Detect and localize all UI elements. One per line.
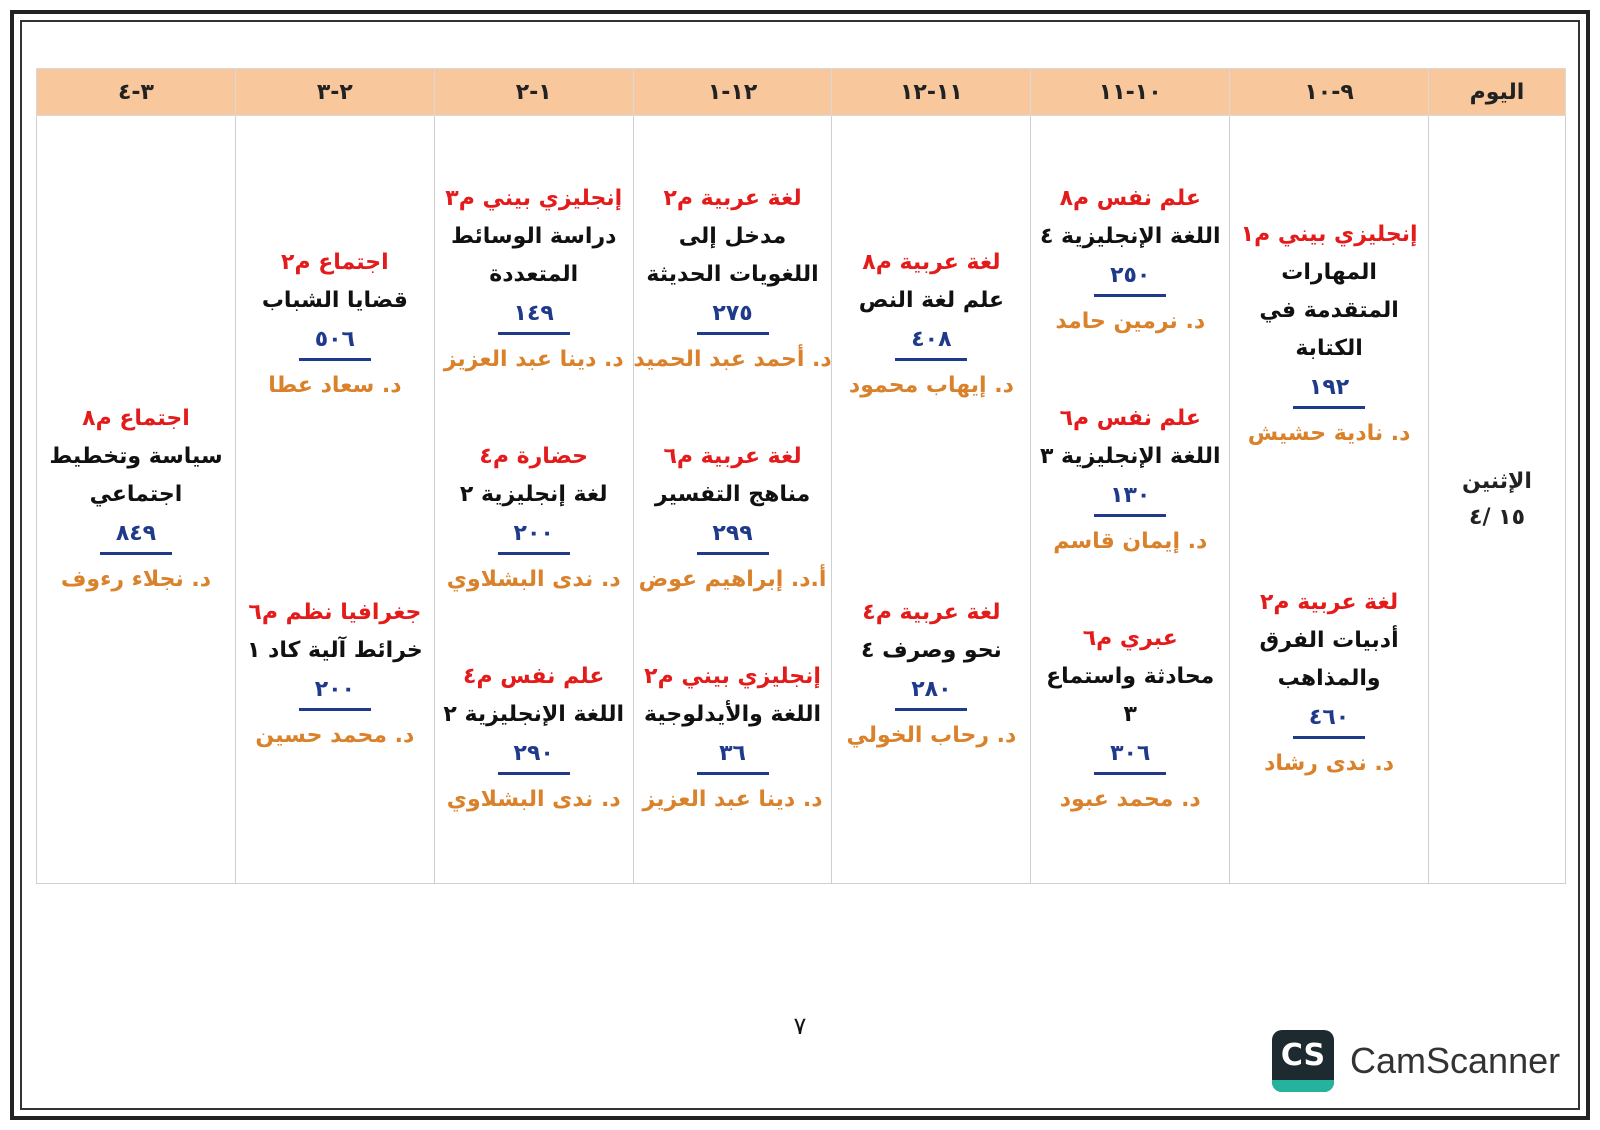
course-code: ٢٥٠	[1094, 260, 1166, 297]
slot-cell-7	[37, 116, 236, 884]
course-subject: دراسة الوسائط المتعددة	[450, 223, 617, 287]
course-instructor: د. نجلاء رءوف	[60, 567, 212, 592]
slot-cell-2	[1031, 116, 1230, 884]
course-instructor: د. ندى البشلاوي	[446, 787, 621, 813]
course-code: ٨٤٩	[100, 518, 172, 555]
course-instructor: د. رحاب الخولي	[846, 722, 1017, 748]
day-date: ١٥ /٤	[1469, 504, 1525, 530]
course-entry	[242, 244, 427, 405]
camscanner-logo-bar	[1272, 1080, 1334, 1092]
course-code: ٢٧٥	[697, 298, 769, 335]
course-instructor: د. أحمد عبد الحميد	[633, 346, 832, 372]
course-group-title: جغرافيا نظم م٦	[248, 599, 422, 625]
course-entry	[640, 658, 825, 819]
camscanner-brand: CamScanner	[1350, 1040, 1561, 1081]
course-code: ١٣٠	[1094, 480, 1166, 517]
course-group-title: إنجليزي بيني م٣	[445, 185, 623, 211]
header-row	[37, 69, 1566, 116]
course-group-title: إنجليزي بيني م١	[1240, 221, 1418, 247]
course-group-title: حضارة م٤	[479, 443, 589, 469]
course-entry	[1038, 620, 1223, 819]
course-entry	[839, 594, 1024, 755]
course-entry	[441, 658, 626, 819]
course-code: ٤٦٠	[1293, 702, 1365, 739]
course-subject: اللغة الإنجليزية ٣	[1039, 443, 1221, 469]
course-instructor: د. إيهاب محمود	[848, 373, 1014, 399]
header-slot-5: ١-٢	[434, 69, 633, 116]
course-instructor: د. دينا عبد العزيز	[443, 346, 624, 372]
slot-cell-6	[235, 116, 434, 884]
course-instructor: د. سعاد عطا	[268, 373, 402, 399]
course-subject: اللغة الإنجليزية ٢	[443, 702, 624, 728]
course-group-title: اجتماع م٢	[281, 250, 389, 276]
header-slot-1: ٩-١٠	[1230, 69, 1429, 116]
slot-cell-1	[1230, 116, 1429, 884]
course-group-title: إنجليزي بيني م٢	[644, 664, 821, 690]
course-instructor: د. ندى رشاد	[1264, 751, 1395, 777]
course-subject: المهارات المتقدمة في الكتابة	[1259, 259, 1399, 361]
course-code: ٥٠٦	[299, 324, 371, 361]
course-entry	[639, 438, 827, 599]
course-entry	[839, 244, 1024, 405]
course-group-title: لغة عربية م٦	[663, 443, 802, 469]
course-instructor: أ.د. إبراهيم عوض	[638, 566, 827, 592]
course-subject: علم لغة النص	[858, 288, 1005, 314]
slot-cell-4	[633, 116, 832, 884]
course-code: ٢٠٠	[299, 674, 371, 711]
course-group-title: لغة عربية م٢	[1259, 590, 1399, 616]
course-entry	[1237, 216, 1422, 453]
course-group-title: عبري م٦	[1082, 626, 1178, 652]
slot-cell-5	[434, 116, 633, 884]
course-instructor: د. محمد عبود	[1059, 787, 1201, 813]
header-slot-6: ٢-٣	[235, 69, 434, 116]
course-code: ٣٠٦	[1094, 738, 1166, 775]
course-subject: محادثة واستماع ٣	[1046, 664, 1215, 728]
course-instructor: د. محمد حسين	[255, 722, 415, 748]
header-slot-7: ٣-٤	[37, 69, 236, 116]
slot-cell-3	[832, 116, 1031, 884]
course-instructor: د. نادية حشيش	[1247, 420, 1411, 446]
course-group-title: لغة عربية م٤	[862, 599, 1001, 625]
course-code: ٤٠٨	[895, 324, 967, 361]
course-instructor: د. إيمان قاسم	[1053, 528, 1208, 554]
course-entry	[1038, 400, 1223, 561]
course-subject: خرائط آلية كاد ١	[246, 637, 423, 663]
course-group-title: علم نفس م٦	[1059, 405, 1201, 431]
course-instructor: د. دينا عبد العزيز	[642, 787, 823, 813]
course-code: ٢٩٠	[498, 738, 570, 775]
course-entry	[633, 180, 831, 379]
page-number: ٧	[793, 1012, 807, 1040]
day-cell	[1429, 116, 1566, 884]
header-slot-2: ١٠-١١	[1031, 69, 1230, 116]
course-subject: سياسة وتخطيط اجتماعي	[49, 444, 223, 507]
course-group-title: علم نفس م٨	[1059, 185, 1201, 211]
course-instructor: د. ندى البشلاوي	[446, 566, 621, 592]
course-subject: قضايا الشباب	[261, 288, 408, 314]
course-subject: لغة إنجليزية ٢	[459, 481, 608, 507]
course-code: ٢٩٩	[697, 518, 769, 555]
schedule-table	[36, 68, 1566, 884]
course-subject: نحو وصرف ٤	[860, 637, 1002, 663]
course-entry	[43, 400, 228, 599]
course-code: ١٤٩	[498, 298, 570, 335]
course-group-title: اجتماع م٨	[82, 406, 190, 431]
course-entry	[1038, 180, 1223, 341]
camscanner-logo-text: CS	[1280, 1038, 1326, 1073]
course-group-title: علم نفس م٤	[463, 664, 605, 690]
header-slot-4: ١٢-١	[633, 69, 832, 116]
course-code: ٢٨٠	[895, 674, 967, 711]
course-subject: اللغة والأيدلوجية	[644, 702, 822, 728]
course-entry	[1237, 584, 1422, 783]
course-entry	[441, 180, 626, 379]
course-instructor: د. نرمين حامد	[1055, 308, 1206, 334]
header-slot-3: ١١-١٢	[832, 69, 1031, 116]
course-subject: أدبيات الفرق والمذاهب	[1259, 628, 1399, 692]
monday-row	[37, 116, 1566, 884]
course-entry	[441, 438, 626, 599]
course-entry	[242, 594, 427, 755]
course-code: ٢٠٠	[498, 518, 570, 555]
course-subject: مدخل إلى اللغويات الحديثة	[646, 223, 819, 287]
course-subject: مناهج التفسير	[654, 481, 811, 507]
course-group-title: لغة عربية م٨	[862, 250, 1001, 276]
course-code: ٣٦	[697, 738, 769, 775]
header-day: اليوم	[1429, 69, 1566, 116]
course-code: ١٩٢	[1293, 372, 1365, 409]
course-subject: اللغة الإنجليزية ٤	[1039, 223, 1221, 249]
day-name: الإثنين	[1462, 468, 1532, 494]
course-group-title: لغة عربية م٢	[663, 185, 802, 211]
camscanner-logo	[1272, 1030, 1334, 1092]
